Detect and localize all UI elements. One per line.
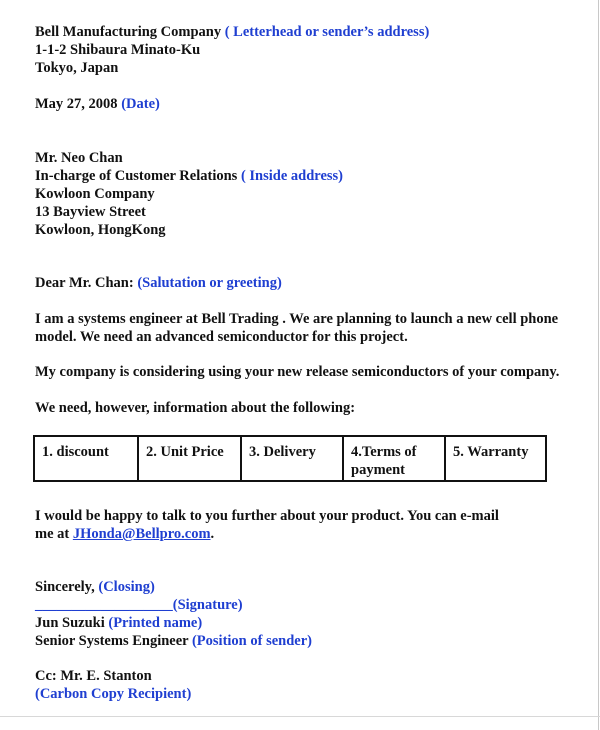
body-para4-suffix: . [210,526,215,542]
body-paragraph-4 [35,507,586,543]
page-edge-right [598,0,599,730]
page-edge-bottom [0,716,600,717]
recipient-street: 13 Bayview Street [35,204,146,220]
table-cell-warranty: 5. Warranty [453,444,529,460]
letterhead-note: ( Letterhead or sender’s address) [224,24,430,40]
recipient-title: In-charge of Customer Relations [35,168,238,184]
salutation-block [35,274,586,292]
sender-address-block [35,23,586,77]
table-cell-terms-of-payment: 4.Terms of payment [344,437,446,480]
table-cell-unit-price: 2. Unit Price [139,437,242,480]
cc-note: (Carbon Copy Recipient) [35,686,192,702]
salutation-text: Dear Mr. Chan: [35,275,134,291]
recipient-city: Kowloon, HongKong [35,222,166,238]
sender-address-line2: Tokyo, Japan [35,60,119,76]
email-link[interactable]: JHonda@Bellpro.com [72,526,211,542]
cc-block [35,667,586,703]
signature-note: (Signature) [172,597,243,613]
body-para1-line1: I am a systems engineer at Bell Trading . We are planning to launch a new cell phone [35,311,559,327]
signature-line: ___________________ [35,597,173,613]
body-para4-line2 [35,525,586,543]
body-para4-line1: I would be happy to talk to you further about your product. You can e-mail [35,508,499,524]
body-paragraph-3 [35,399,586,417]
recipient-title-line [35,167,586,185]
closing-block [35,578,586,650]
information-items-table [33,435,547,482]
body-para4-prefix: me at [35,526,70,542]
printed-name: Jun Suzuki [35,615,105,631]
sender-position: Senior Systems Engineer [35,633,189,649]
position-note: (Position of sender) [191,633,312,649]
letter-date: May 27, 2008 [35,96,118,112]
sender-address-line1: 1-1-2 Shibaura Minato-Ku [35,42,201,58]
salutation-note: (Salutation or greeting) [137,275,282,291]
date-note: (Date) [121,96,160,112]
body-paragraph-2 [35,363,586,381]
table-cell-delivery: 3. Delivery [242,437,344,480]
body-para1-line2: model. We need an advanced semiconductor for this project. [35,329,408,345]
inside-address-note: ( Inside address) [240,168,343,184]
inside-address-block [35,149,586,239]
closing-text: Sincerely, [35,579,95,595]
body-para3: We need, however, information about the following: [35,400,356,416]
recipient-name: Mr. Neo Chan [35,150,123,166]
table-cell-discount: 1. discount [35,437,139,480]
cc-text: Cc: Mr. E. Stanton [35,668,152,684]
sender-company-line [35,23,586,41]
printed-name-note: (Printed name) [108,615,203,631]
recipient-company: Kowloon Company [35,186,155,202]
body-para2: My company is considering using your new release semiconductors of your company. [35,364,560,380]
sender-company: Bell Manufacturing Company [35,24,222,40]
closing-note: (Closing) [98,579,155,595]
date-block [35,95,586,113]
body-paragraph-1 [35,310,586,346]
